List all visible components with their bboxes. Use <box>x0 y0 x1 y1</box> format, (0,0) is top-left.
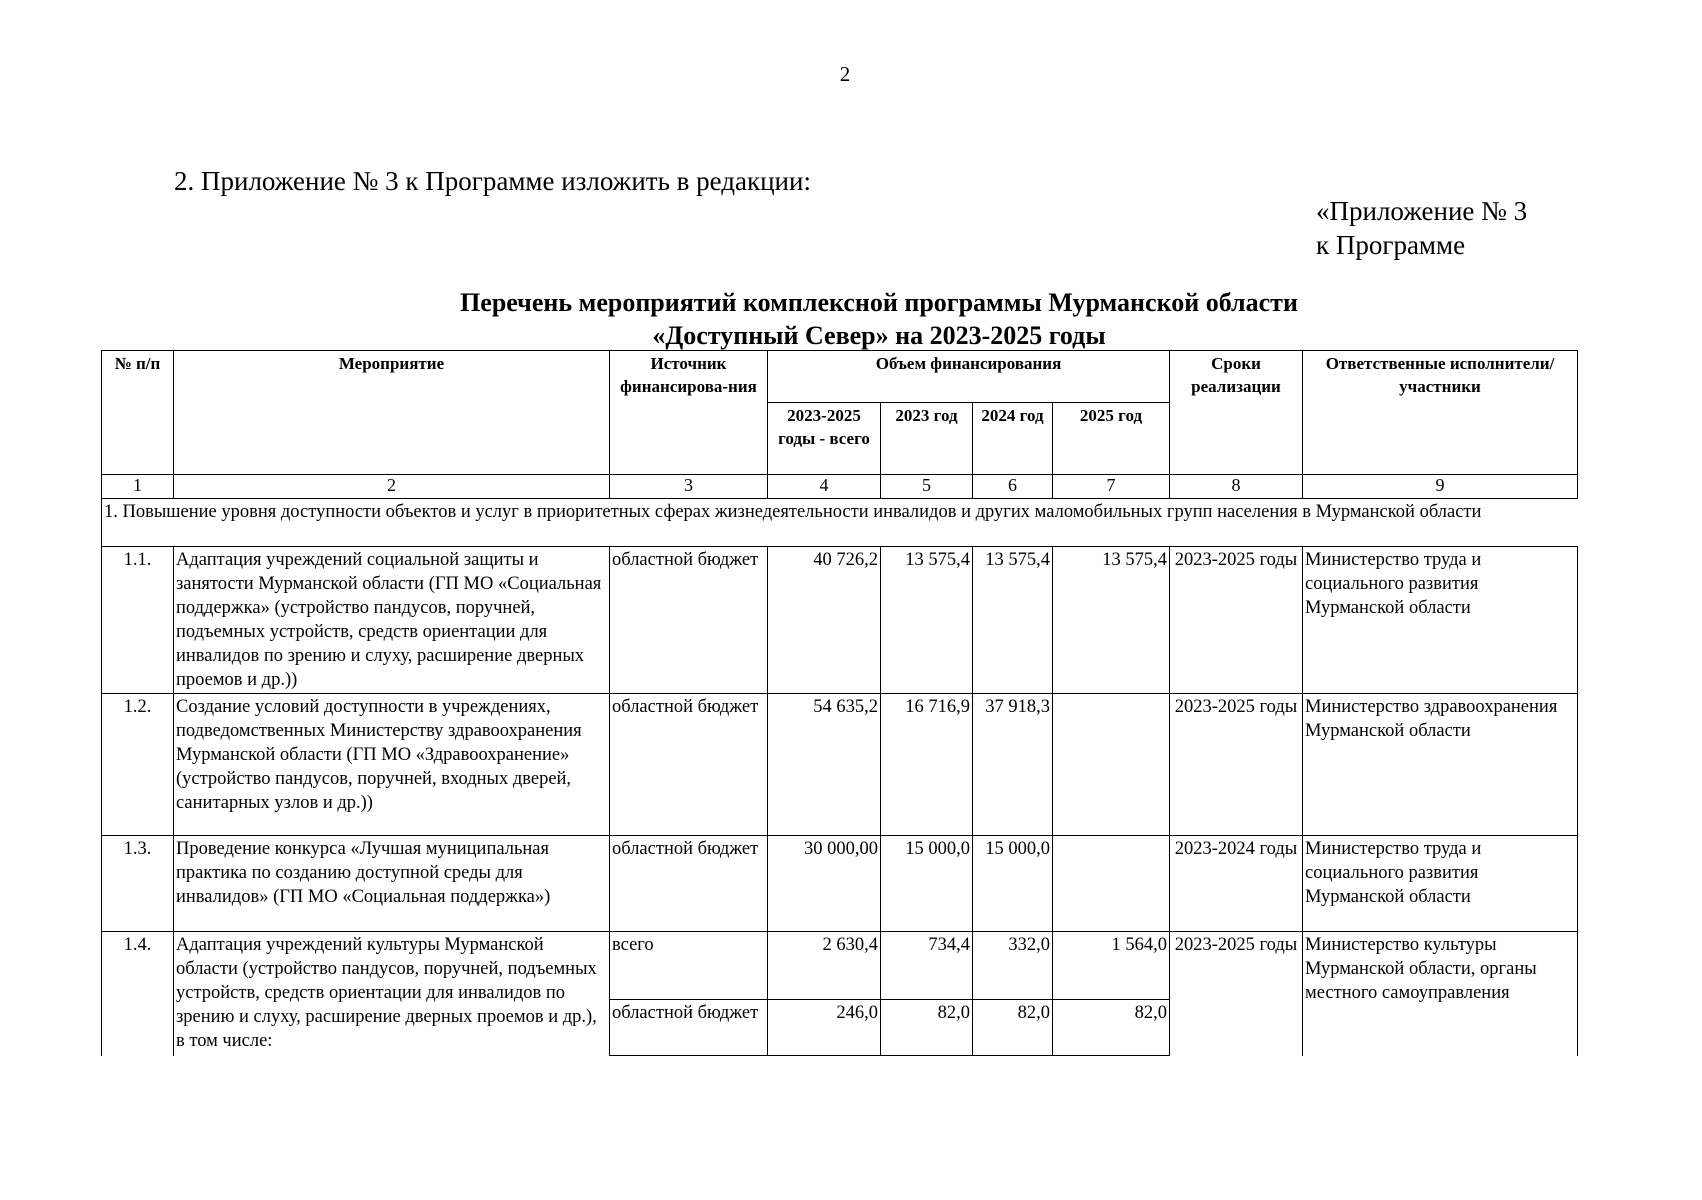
column-number: 1 <box>102 475 174 499</box>
row-event: Адаптация учреждений культуры Мурманской области (устройство пандусов, поручней, подъемных устройств, средств ориентации для инвалидов по зрению и слуху, расширение дверных проемов и др.), в том числе: <box>174 932 610 1056</box>
header-2023: 2023 год <box>881 403 973 475</box>
row-number: 1.1. <box>102 547 174 694</box>
document-title <box>0 286 1702 352</box>
row-2024: 332,0 <box>973 932 1053 1000</box>
row-terms: 2023-2025 годы <box>1170 694 1303 836</box>
row-2025: 1 564,0 <box>1053 932 1170 1000</box>
row-source: областной бюджет <box>610 694 768 836</box>
row-responsible: Министерство труда и социального развития Мурманской области <box>1303 836 1578 932</box>
row-2025: 13 575,4 <box>1053 547 1170 694</box>
row-2025: 82,0 <box>1053 1000 1170 1056</box>
row-terms: 2023-2024 годы <box>1170 836 1303 932</box>
row-source: областной бюджет <box>610 1000 768 1056</box>
row-event: Создание условий доступности в учреждениях, подведомственных Министерству здравоохранения Мурманской области (ГП МО «Здравоохранение» (устройство пандусов, поручней, входных дверей, санитарных узлов и др.)) <box>174 694 610 836</box>
column-number: 8 <box>1170 475 1303 499</box>
row-2024: 15 000,0 <box>973 836 1053 932</box>
row-2023: 15 000,0 <box>881 836 973 932</box>
row-source: всего <box>610 932 768 1000</box>
table-row <box>102 547 1578 694</box>
row-number: 1.2. <box>102 694 174 836</box>
column-number-row <box>102 475 1578 499</box>
row-terms: 2023-2025 годы <box>1170 547 1303 694</box>
header-event: Мероприятие <box>174 351 610 475</box>
events-table <box>101 350 1578 1056</box>
column-number: 7 <box>1053 475 1170 499</box>
row-terms: 2023-2025 годы <box>1170 932 1303 1056</box>
title-line-2: «Доступный Север» на 2023-2025 годы <box>652 321 1106 350</box>
appendix-line-1: «Приложение № 3 <box>1316 196 1528 226</box>
row-event: Проведение конкурса «Лучшая муниципальная практика по созданию доступной среды для инвалидов» (ГП МО «Социальная поддержка») <box>174 836 610 932</box>
row-2023: 734,4 <box>881 932 973 1000</box>
table-row <box>102 694 1578 836</box>
header-total: 2023-2025 годы - всего <box>768 403 881 475</box>
row-2024: 13 575,4 <box>973 547 1053 694</box>
title-line-1: Перечень мероприятий комплексной программы Мурманской области <box>460 288 1298 317</box>
section-title: 1. Повышение уровня доступности объектов и услуг в приоритетных сферах жизнедеятельности инвалидов и других маломобильных групп населения в Мурманской области <box>102 499 1578 547</box>
column-number: 5 <box>881 475 973 499</box>
appendix-reference <box>1316 194 1527 262</box>
row-total: 54 635,2 <box>768 694 881 836</box>
section-row <box>102 499 1578 547</box>
column-number: 4 <box>768 475 881 499</box>
row-responsible: Министерство здравоохранения Мурманской области <box>1303 694 1578 836</box>
header-number: № п/п <box>102 351 174 475</box>
row-responsible: Министерство культуры Мурманской области, органы местного самоуправления <box>1303 932 1578 1056</box>
column-number: 2 <box>174 475 610 499</box>
row-total: 246,0 <box>768 1000 881 1056</box>
column-number: 9 <box>1303 475 1578 499</box>
row-responsible: Министерство труда и социального развития Мурманской области <box>1303 547 1578 694</box>
table-header-row <box>102 351 1578 403</box>
row-2025 <box>1053 836 1170 932</box>
row-2023: 82,0 <box>881 1000 973 1056</box>
header-2024: 2024 год <box>973 403 1053 475</box>
row-total: 30 000,00 <box>768 836 881 932</box>
row-source: областной бюджет <box>610 547 768 694</box>
header-terms: Сроки реализации <box>1170 351 1303 475</box>
column-number: 6 <box>973 475 1053 499</box>
row-total: 2 630,4 <box>768 932 881 1000</box>
appendix-line-2: к Программе <box>1316 230 1466 260</box>
row-2024: 82,0 <box>973 1000 1053 1056</box>
header-2025: 2025 год <box>1053 403 1170 475</box>
row-total: 40 726,2 <box>768 547 881 694</box>
amendment-heading: 2. Приложение № 3 к Программе изложить в редакции: <box>174 166 811 196</box>
row-2025 <box>1053 694 1170 836</box>
row-2023: 13 575,4 <box>881 547 973 694</box>
header-volume: Объем финансирования <box>768 351 1170 403</box>
header-responsible: Ответственные исполнители/участники <box>1303 351 1578 475</box>
column-number: 3 <box>610 475 768 499</box>
row-event: Адаптация учреждений социальной защиты и занятости Мурманской области (ГП МО «Социальная поддержка» (устройство пандусов, поручней, подъемных устройств, средств ориентации для инвалидов по зрению и слуху, расширение дверных проемов и др.)) <box>174 547 610 694</box>
table-row <box>102 836 1578 932</box>
row-number: 1.3. <box>102 836 174 932</box>
table-row <box>102 932 1578 1000</box>
row-source: областной бюджет <box>610 836 768 932</box>
page-number: 2 <box>839 62 851 86</box>
row-number: 1.4. <box>102 932 174 1056</box>
header-source: Источник финансирова-ния <box>610 351 768 475</box>
row-2024: 37 918,3 <box>973 694 1053 836</box>
row-2023: 16 716,9 <box>881 694 973 836</box>
